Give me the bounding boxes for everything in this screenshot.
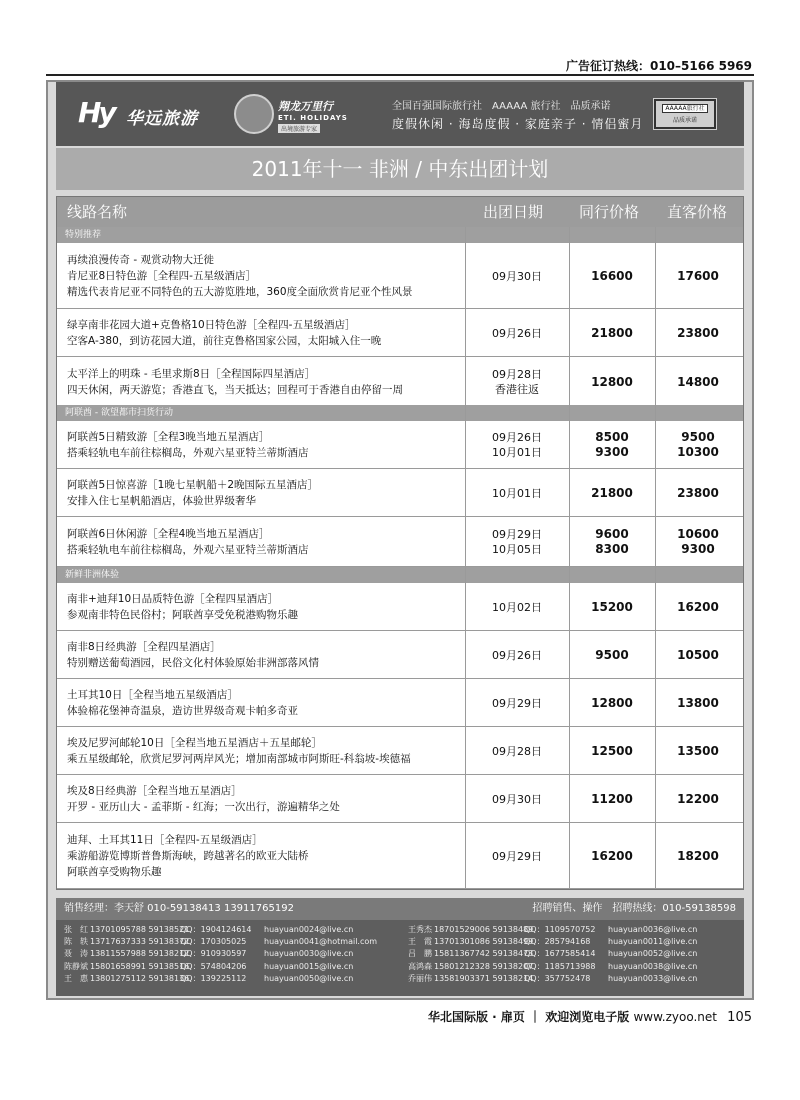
page-title: 2011年十一 非洲 / 中东出团计划 [56,148,744,190]
direct-price-value: 10300 [677,445,719,459]
eti-brand-en: ETI. HOLIDAYS [278,114,348,122]
departure-date [465,792,569,807]
route-line: 阿联酋5日精致游［全程3晚当地五星酒店］ [67,431,270,443]
table-row [57,583,743,631]
route-line: 特别赠送葡萄酒园，民俗文化村体验原始非洲部落风情 [67,657,319,669]
route-description [67,832,465,880]
direct-price-value: 23800 [677,325,719,340]
contact-entry [64,924,377,936]
contact-tel: 15811367742 59138473 [434,949,534,959]
route-description [67,783,465,815]
agent-price [569,792,655,807]
page-footer [428,1008,752,1025]
tour-schedule-table [56,196,744,890]
brand-name: 华远旅游 [126,109,198,129]
contact-list-right [408,924,697,985]
route-line: 土耳其10日［全程当地五星级酒店］ [67,689,238,701]
agent-price [569,269,655,284]
route-line: 搭乘轻轨电车前往棕榈岛，外观六星亚特兰蒂斯酒店 [67,447,309,459]
route-line: 参观南非特色民俗村；阿联酋享受免税港购物乐趣 [67,609,298,621]
eti-brand-name: 翔龙万里行 [278,100,333,113]
departure-date [465,269,569,284]
direct-price [655,849,741,864]
contact-tel: 15801658991 59138516 [90,961,190,971]
departure-date [465,430,569,460]
direct-price [655,792,741,807]
eti-brand-sub: 出境旅游专家 [278,124,320,133]
dragon-logo-icon [234,94,274,134]
contact-email[interactable]: huayuan0052@live.cn [608,949,698,959]
recruitment-hotline: 招聘销售、操作 招聘热线：010-59138598 [532,903,736,914]
date-value: 09月29日 [492,849,542,863]
direct-price-value: 9500 [681,430,715,444]
agent-price-value: 12800 [591,374,633,389]
contact-email[interactable]: huayuan0015@live.cn [264,961,354,971]
website-url: www.zyoo.net [633,1010,717,1024]
quality-badge [654,99,716,129]
date-value: 09月29日 [492,696,542,710]
route-description [67,526,465,558]
date-value: 09月30日 [492,269,542,283]
contact-qq: QQ：170305025 [180,937,247,947]
direct-price [655,375,741,390]
header-date: 出团日期 [483,203,544,221]
table-row [57,357,743,407]
contact-qq: QQ：285794168 [524,937,591,947]
footer-banner [56,898,744,920]
agent-price [569,744,655,759]
direct-price [655,326,741,341]
agent-price-value: 9300 [595,445,629,459]
direct-price-value: 18200 [677,848,719,863]
route-description [67,477,465,509]
contact-email[interactable]: huayuan0041@hotmail.com [264,937,378,947]
contact-qq: QQ：139225112 [180,973,247,983]
contact-tel: 13811557988 59138212 [90,949,190,959]
contact-name: 王秀杰 [408,925,432,934]
departure-date [465,744,569,759]
contact-tel: 13701301086 59138499 [434,937,534,947]
contact-qq: QQ：1677585414 [524,949,596,959]
direct-price [655,269,741,284]
departure-date [465,600,569,615]
agent-price-value: 8500 [595,430,629,444]
direct-price [655,600,741,615]
route-line: 精选代表肯尼亚不同特色的五大游览胜地，360度全面欣赏肯尼亚个性风景 [67,286,413,298]
contact-name: 王 惠 [64,973,88,983]
agent-price [569,527,655,557]
agent-price-value: 12800 [591,695,633,710]
agent-price-value: 8300 [595,542,629,556]
date-value: 香港往返 [495,383,539,396]
contact-entry [408,924,697,936]
contact-entry [408,961,697,973]
badge-promise: 品质承诺 [672,117,697,124]
contact-tel: 13581903371 59138214 [434,973,534,983]
direct-price-value: 10500 [677,647,719,662]
contact-entry [64,961,377,973]
date-value: 09月26日 [492,431,542,444]
date-value: 09月30日 [492,792,542,806]
departure-date [465,367,569,397]
route-line: 埃及尼罗河邮轮10日［全程当地五星酒店＋五星邮轮］ [67,737,322,749]
header-route: 线路名称 [67,203,128,221]
direct-price [655,744,741,759]
table-row [57,727,743,775]
contact-list-left [64,924,377,985]
direct-price-value: 12200 [677,791,719,806]
contact-entry [408,948,697,960]
contact-email[interactable]: huayuan0033@live.cn [608,973,698,983]
route-line: 乘游船游览博斯普鲁斯海峡，跨越著名的欧亚大陆桥 [67,850,309,862]
route-line: 绿享南非花园大道+克鲁格10日特色游［全程四-五星级酒店］ [67,319,356,331]
route-line: 开罗 - 亚历山大 - 孟菲斯 - 红海；一次出行，游遍精华之处 [67,801,340,813]
direct-price [655,527,741,557]
table-row [57,421,743,469]
direct-price [655,696,741,711]
contact-email[interactable]: huayuan0038@live.cn [608,961,698,971]
route-line: 乘五星级邮轮，欣赏尼罗河两岸风光；增加南部城市阿斯旺-科翁坡-埃德福 [67,753,411,765]
route-description [67,317,465,349]
route-line: 太平洋上的明珠 - 毛里求斯8日［全程国际四星酒店］ [67,368,316,380]
badge-rating: AAAAA旅行社 [662,104,708,113]
agent-price [569,430,655,460]
route-line: 埃及8日经典游［全程当地五星酒店］ [67,785,242,797]
date-value: 09月28日 [492,744,542,758]
section-header: 阿联酋 - 欲望都市扫货行动 [57,405,743,421]
agent-price-value: 16600 [591,268,633,283]
top-divider [46,74,754,76]
table-row [57,309,743,357]
route-line: 再续浪漫传奇 - 观赏动物大迁徙 [67,254,214,266]
sales-manager: 销售经理：李天舒 010-59138413 13911765192 [64,903,294,914]
header-agent-price: 同行价格 [579,203,640,221]
route-line: 空客A-380，到访花园大道，前往克鲁格国家公园，太阳城入住一晚 [67,335,382,347]
agent-price-value: 9500 [595,647,629,662]
contact-qq: QQ：1109570752 [524,925,596,934]
agent-price-value: 21800 [591,485,633,500]
table-row [57,823,743,889]
route-line: 体验棉花堡神奇温泉，造访世界级奇观卡帕多奇亚 [67,705,298,717]
contact-entry [64,948,377,960]
column-divider [569,227,570,889]
contact-email[interactable]: huayuan0036@live.cn [608,925,698,934]
route-description [67,591,465,623]
direct-price-value: 13500 [677,743,719,758]
contact-name: 张 红 [64,925,88,934]
date-value: 09月26日 [492,326,542,340]
direct-price [655,430,741,460]
contact-tel: 13717637333 59138372 [90,937,190,947]
contact-email[interactable]: huayuan0050@live.cn [264,973,354,983]
contact-entry [408,936,697,948]
contact-name: 陈 轶 [64,937,88,947]
contact-name: 陈静斌 [64,961,88,971]
contact-email[interactable]: huayuan0011@live.cn [608,937,698,947]
date-value: 09月29日 [492,528,542,541]
route-description [67,429,465,461]
contact-qq: QQ：357752478 [524,973,591,983]
date-value: 10月01日 [492,446,542,459]
huayuan-logo-icon: Hy [78,96,114,129]
departure-date [465,648,569,663]
contact-tel: 18701529006 59138489 [434,925,534,934]
table-row [57,631,743,679]
direct-price-value: 10600 [677,527,719,541]
brand-slogan-line2: 度假休闲 · 海岛度假 · 家庭亲子 · 情侣蜜月 [392,117,644,131]
agent-price [569,600,655,615]
departure-date [465,326,569,341]
agent-price [569,375,655,390]
contact-tel: 13801275112 59138136 [90,973,190,983]
agent-price [569,849,655,864]
route-description [67,639,465,671]
contact-name: 王 霞 [408,937,432,947]
agent-price [569,486,655,501]
agent-price-value: 11200 [591,791,633,806]
date-value: 10月05日 [492,543,542,556]
direct-price [655,648,741,663]
contact-email[interactable]: huayuan0024@live.cn [264,925,354,934]
route-line: 阿联酋5日惊喜游［1晚七星帆船＋2晚国际五星酒店］ [67,479,319,491]
table-row [57,517,743,567]
contact-footer [56,898,744,996]
edition-label: 华北国际版 · 扉页 ｜ 欢迎浏览电子版 [427,1010,630,1024]
header-direct-price: 直客价格 [667,203,728,221]
route-description [67,735,465,767]
column-divider [465,227,466,889]
table-row [57,679,743,727]
table-row [57,243,743,309]
agent-price-value: 12500 [591,743,633,758]
direct-price-value: 17600 [677,268,719,283]
date-value: 09月26日 [492,648,542,662]
contact-qq: QQ：1185713988 [524,961,596,971]
contact-qq: QQ：1904124614 [180,925,252,934]
page-number: 105 [727,1010,752,1025]
contact-tel: 15801212328 59138207 [434,961,534,971]
direct-price-value: 14800 [677,374,719,389]
route-line: 阿联酋6日休闲游［全程4晚当地五星酒店］ [67,528,270,540]
route-description [67,366,465,398]
agent-price-value: 15200 [591,599,633,614]
date-value: 10月01日 [492,486,542,500]
contact-tel: 13701095788 59138521 [90,925,190,934]
route-line: 迪拜、土耳其11日［全程四-五星级酒店］ [67,834,263,846]
contact-qq: QQ：574804206 [180,961,247,971]
contact-name: 高鸿森 [408,961,432,971]
table-row [57,775,743,823]
brand-banner [56,82,744,146]
contact-entry [408,973,697,985]
ad-hotline: 广告征订热线：010–5166 5969 [565,59,752,73]
agent-price [569,326,655,341]
route-line: 安排入住七星帆船酒店，体验世界级奢华 [67,495,256,507]
contact-entry [64,973,377,985]
route-description [67,252,465,300]
direct-price-value: 23800 [677,485,719,500]
route-line: 四天休闲，两天游览；香港直飞，当天抵达；回程可于香港自由停留一周 [67,384,403,396]
route-line: 搭乘轻轨电车前往棕榈岛，外观六星亚特兰蒂斯酒店 [67,544,309,556]
contact-name: 聂 涛 [64,949,88,959]
direct-price-value: 16200 [677,599,719,614]
contact-name: 乔丽伟 [408,973,432,983]
direct-price-value: 13800 [677,695,719,710]
contact-email[interactable]: huayuan0030@live.cn [264,949,354,959]
agent-price [569,696,655,711]
column-divider [655,227,656,889]
departure-date [465,527,569,557]
contact-entry [64,936,377,948]
agent-price-value: 9600 [595,527,629,541]
contact-qq: QQ：910930597 [180,949,247,959]
date-value: 10月02日 [492,600,542,614]
route-line: 阿联酋享受购物乐趣 [67,866,162,878]
departure-date [465,486,569,501]
route-line: 南非+迪拜10日品质特色游［全程四星酒店］ [67,593,279,605]
brand-slogan-line1: 全国百强国际旅行社 AAAAA 旅行社 品质承诺 [392,101,611,112]
direct-price-value: 9300 [681,542,715,556]
agent-price-value: 16200 [591,848,633,863]
agent-price [569,648,655,663]
table-row [57,469,743,517]
contact-name: 吕 鹏 [408,949,432,959]
date-value: 09月28日 [492,368,542,381]
agent-price-value: 21800 [591,325,633,340]
section-header: 新鲜非洲体验 [57,567,743,583]
table-header [57,197,743,227]
departure-date [465,696,569,711]
route-description [67,687,465,719]
direct-price [655,486,741,501]
route-line: 肯尼亚8日特色游［全程四-五星级酒店］ [67,270,256,282]
route-line: 南非8日经典游［全程四星酒店］ [67,641,221,653]
departure-date [465,849,569,864]
section-header: 特别推荐 [57,227,743,243]
